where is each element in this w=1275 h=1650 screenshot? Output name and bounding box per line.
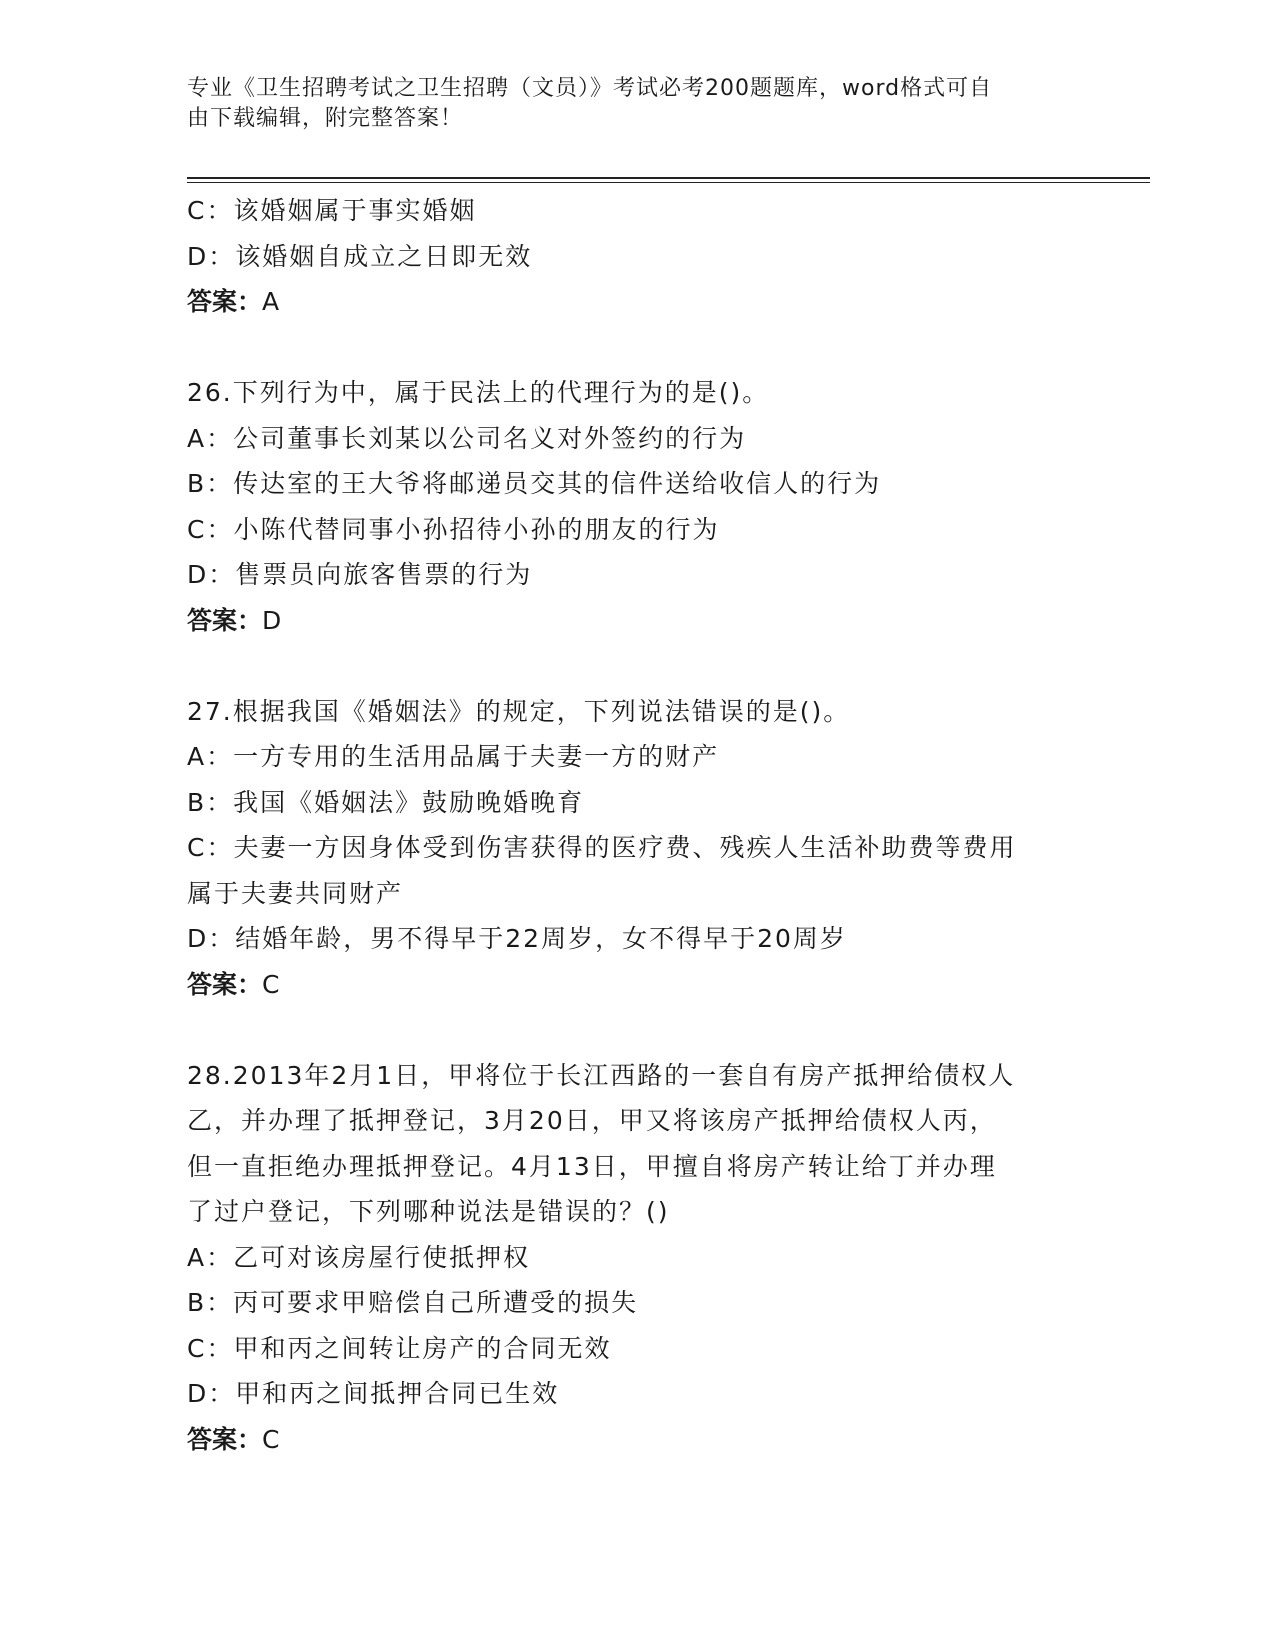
answer-label: 答案： <box>187 1424 263 1454</box>
question-block-27 <box>187 689 1087 1008</box>
option-c-continued: 属于夫妻共同财产 <box>187 878 404 908</box>
question-stem-line: 了过户登记，下列哪种说法是错误的？() <box>187 1197 670 1226</box>
question-stem: 27.根据我国《婚姻法》的规定，下列说法错误的是()。 <box>187 696 851 726</box>
option-a: A：公司董事长刘某以公司名义对外签约的行为 <box>187 423 747 453</box>
option-c: C：小陈代替同事小孙招待小孙的朋友的行为 <box>187 514 720 544</box>
question-stem-line: 乙，并办理了抵押登记，3月20日，甲又将该房产抵押给债权人丙， <box>187 1106 997 1135</box>
option-d: D：该婚姻自成立之日即无效 <box>187 241 533 271</box>
question-stem-line: 28.2013年2月1日，甲将位于长江西路的一套自有房产抵押给债权人 <box>187 1060 1016 1090</box>
option-a: A：乙可对该房屋行使抵押权 <box>187 1242 531 1272</box>
option-c: C：该婚姻属于事实婚姻 <box>187 196 477 225</box>
answer-label: 答案： <box>187 287 263 316</box>
option-b: B：我国《婚姻法》鼓励晚婚晚育 <box>187 787 585 817</box>
answer-line <box>187 279 1087 325</box>
answer-line <box>187 962 1087 1008</box>
option-c: C：甲和丙之间转让房产的合同无效 <box>187 1333 612 1363</box>
answer-value: C <box>262 969 282 999</box>
option-d: D：售票员向旅客售票的行为 <box>187 560 533 589</box>
document-header <box>187 74 1087 134</box>
header-divider-thick <box>187 177 1150 179</box>
answer-line <box>187 1417 1087 1463</box>
answer-value: C <box>262 1424 282 1454</box>
question-list <box>187 188 1087 1462</box>
header-line: 由下载编辑，附完整答案！ <box>187 106 464 131</box>
header-line: 专业《卫生招聘考试之卫生招聘（文员）》考试必考200题题库，word格式可自 <box>187 76 993 101</box>
header-divider-thin <box>187 182 1150 183</box>
option-a: A：一方专用的生活用品属于夫妻一方的财产 <box>187 742 720 771</box>
question-stem: 26.下列行为中，属于民法上的代理行为的是()。 <box>187 378 770 407</box>
answer-label: 答案： <box>187 605 263 635</box>
option-b: B：传达室的王大爷将邮递员交其的信件送给收信人的行为 <box>187 469 882 498</box>
option-d: D：甲和丙之间抵押合同已生效 <box>187 1379 560 1408</box>
spacer <box>187 325 1087 371</box>
answer-value: A <box>262 287 282 316</box>
question-block-prev <box>187 188 1087 325</box>
answer-label: 答案： <box>187 969 263 999</box>
question-block-26 <box>187 370 1087 643</box>
answer-line <box>187 598 1087 644</box>
option-c: C：夫妻一方因身体受到伤害获得的医疗费、残疾人生活补助费等费用 <box>187 833 1017 862</box>
spacer <box>187 1007 1087 1053</box>
question-block-28 <box>187 1053 1087 1463</box>
option-b: B：丙可要求甲赔偿自己所遭受的损失 <box>187 1288 639 1317</box>
spacer <box>187 643 1087 689</box>
answer-value: D <box>262 605 284 635</box>
option-d: D：结婚年龄，男不得早于22周岁，女不得早于20周岁 <box>187 924 847 953</box>
question-stem-line: 但一直拒绝办理抵押登记。4月13日，甲擅自将房产转让给丁并办理 <box>187 1151 997 1181</box>
